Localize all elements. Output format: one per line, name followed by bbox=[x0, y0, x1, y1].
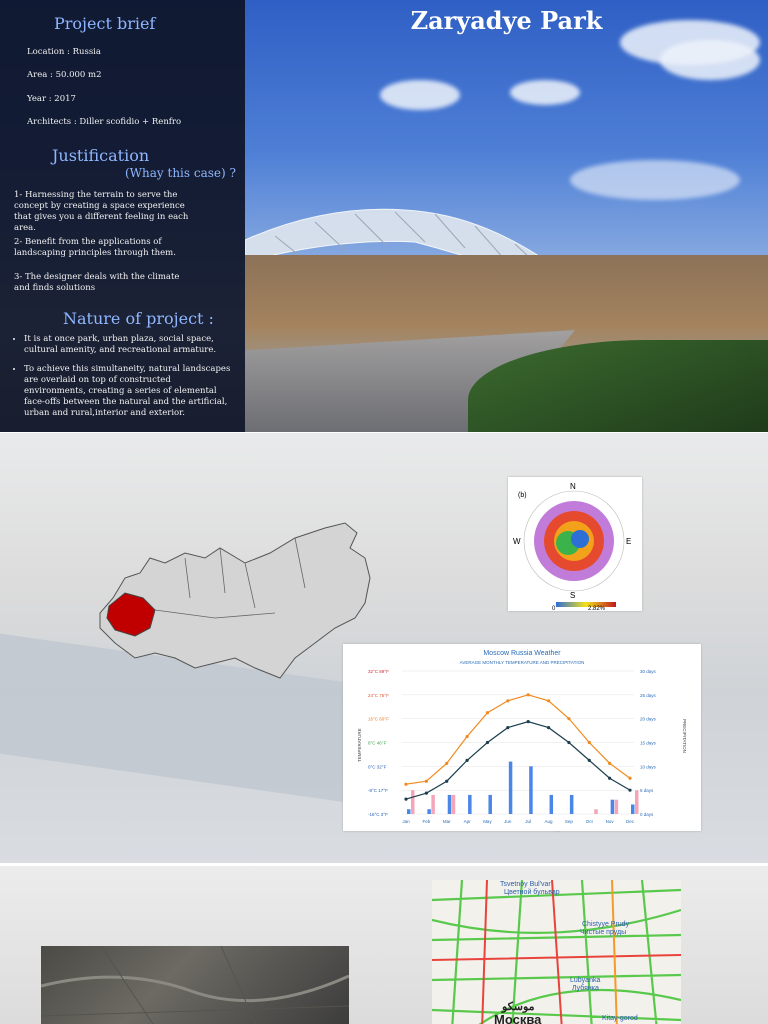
x-tick-label: Jul bbox=[525, 819, 532, 824]
x-tick-label: Oct bbox=[585, 819, 593, 824]
low-temp-line bbox=[406, 722, 630, 799]
map-city-label: Москва bbox=[494, 1012, 542, 1024]
snow-bar bbox=[594, 809, 598, 814]
y2-tick-label: 0 days bbox=[640, 812, 654, 817]
east-label: E bbox=[626, 537, 632, 546]
wind-rose-card bbox=[508, 477, 642, 611]
architects-text: Architects : Diller scofidio + Renfro bbox=[27, 117, 182, 127]
low-temp-line-point bbox=[506, 726, 509, 729]
precip-bar bbox=[570, 795, 574, 814]
precip-bar bbox=[509, 762, 513, 814]
justification-point: 2- Benefit from the applications of landscaping principles through them. bbox=[14, 237, 176, 258]
low-temp-line-point bbox=[628, 789, 631, 792]
high-temp-line-point bbox=[486, 711, 489, 714]
x-tick-label: Apr bbox=[463, 819, 471, 824]
precip-bar bbox=[448, 795, 452, 814]
high-temp-line-point bbox=[567, 717, 570, 720]
y2-tick-label: 30 days bbox=[640, 669, 656, 674]
cloud bbox=[510, 80, 580, 105]
y2-tick-label: 15 days bbox=[640, 740, 656, 746]
snow-bar bbox=[635, 790, 639, 814]
nature-point: • It is at once park, urban plaza, social space, cultural amenity, and recreational armature. bbox=[24, 334, 234, 356]
y-tick-label: 0°C 32°F bbox=[368, 764, 387, 770]
low-temp-line-point bbox=[486, 741, 489, 744]
south-label: S bbox=[570, 591, 576, 600]
chart-title: Moscow Russia Weather bbox=[483, 650, 561, 657]
low-temp-line-point bbox=[608, 777, 611, 780]
y-tick-label: 8°C 46°F bbox=[368, 740, 387, 746]
y2-tick-label: 10 days bbox=[640, 764, 656, 770]
high-temp-line-point bbox=[445, 762, 448, 765]
snow-bar bbox=[411, 790, 415, 814]
x-tick-label: May bbox=[483, 819, 492, 824]
low-temp-line-point bbox=[567, 741, 570, 744]
x-tick-label: Jan bbox=[402, 819, 410, 824]
nature-point: • To achieve this simultaneity, natural landscapes are overlaid on top of constructed environments, creating a series of elemental face-offs between the natural and the artificial, urban and rural,interior and exterior. bbox=[24, 364, 234, 419]
y2-axis-label: PRECIPITATION bbox=[682, 719, 687, 753]
weather-chart bbox=[343, 644, 701, 831]
high-temp-line-point bbox=[465, 735, 468, 738]
x-tick-label: Mar bbox=[442, 819, 451, 824]
west-label: W bbox=[513, 537, 521, 546]
y2-tick-label: 20 days bbox=[640, 716, 656, 722]
high-temp-line-point bbox=[588, 741, 591, 744]
brief-heading: Project brief bbox=[54, 14, 156, 33]
map-label: Kitay-gorod bbox=[602, 1015, 638, 1022]
precip-bar bbox=[631, 804, 635, 814]
climate-section bbox=[0, 433, 768, 863]
y-tick-label: 24°C 75°F bbox=[368, 692, 389, 698]
high-temp-line-point bbox=[628, 777, 631, 780]
scale-max: 2.82% bbox=[588, 606, 606, 611]
weather-chart-card bbox=[343, 644, 701, 831]
russia-map bbox=[95, 518, 380, 688]
y-tick-label: 16°C 60°F bbox=[368, 716, 389, 722]
high-temp-line-point bbox=[506, 699, 509, 702]
location-text: Location : Russia bbox=[27, 47, 101, 57]
y-tick-label: -16°C 3°F bbox=[368, 812, 388, 817]
precip-bar bbox=[529, 766, 533, 814]
precip-bar bbox=[427, 809, 431, 814]
justification-heading: Justification bbox=[52, 146, 150, 165]
y-axis-label: TEMPERATURE bbox=[357, 728, 362, 762]
x-tick-label: Sep bbox=[564, 819, 573, 824]
map-label: Chistyye Prudy bbox=[582, 921, 630, 928]
map-city-label: موسكو bbox=[502, 1001, 535, 1013]
brief-panel bbox=[0, 0, 245, 432]
y2-tick-label: 5 days bbox=[640, 788, 654, 794]
y2-tick-label: 25 days bbox=[640, 692, 656, 698]
x-tick-label: Aug bbox=[544, 819, 553, 824]
high-temp-line-point bbox=[404, 783, 407, 786]
map-label: Лубянка bbox=[572, 985, 599, 992]
low-temp-line-point bbox=[445, 780, 448, 783]
map-label: Цветной бульвар bbox=[504, 889, 560, 896]
justification-subheading: (Whay this case) ? bbox=[125, 166, 236, 180]
scale-min: 0 bbox=[552, 606, 556, 611]
high-temp-line-point bbox=[547, 699, 550, 702]
x-tick-label: Jun bbox=[504, 819, 512, 824]
precip-bar bbox=[550, 795, 554, 814]
nature-heading: Nature of project : bbox=[63, 309, 214, 328]
high-temp-line-point bbox=[425, 780, 428, 783]
y-tick-label: -8°C 17°F bbox=[368, 788, 388, 794]
low-temp-line-point bbox=[425, 792, 428, 795]
precip-bar bbox=[611, 800, 615, 814]
high-temp-line-point bbox=[608, 762, 611, 765]
chart-subtitle: AVERAGE MONTHLY TEMPERATURE AND PRECIPITATION bbox=[459, 660, 585, 665]
precip-bar bbox=[407, 809, 411, 814]
project-brief-section bbox=[0, 0, 768, 432]
low-temp-line-point bbox=[404, 798, 407, 801]
site-section bbox=[0, 866, 768, 1024]
wind-rose-label: (b) bbox=[518, 492, 527, 499]
cloud bbox=[660, 40, 760, 80]
north-label: N bbox=[570, 482, 576, 491]
snow-bar bbox=[431, 795, 435, 814]
cloud bbox=[570, 160, 740, 200]
snow-bar bbox=[615, 800, 619, 814]
map-label: Чистые пруды bbox=[580, 929, 627, 936]
street-map bbox=[432, 880, 681, 1024]
low-temp-line-point bbox=[527, 720, 530, 723]
low-temp-line-point bbox=[547, 726, 550, 729]
map-label: Lubyanka bbox=[570, 977, 601, 984]
x-tick-label: Feb bbox=[422, 819, 431, 824]
aerial-photo bbox=[41, 946, 349, 1024]
x-tick-label: Dec bbox=[625, 819, 635, 824]
snow-bar bbox=[452, 795, 456, 814]
precip-bar bbox=[468, 795, 472, 814]
y-tick-label: 32°C 89°F bbox=[368, 669, 389, 674]
precip-bar bbox=[488, 795, 492, 814]
high-temp-line bbox=[406, 695, 630, 784]
justification-point: 1- Harnessing the terrain to serve the concept by creating a space experience that gives you a different feeling in each area. bbox=[14, 190, 189, 233]
low-temp-line-point bbox=[465, 759, 468, 762]
wind-rose bbox=[508, 477, 642, 611]
area-text: Area : 50.000 m2 bbox=[27, 70, 102, 80]
year-text: Year : 2017 bbox=[27, 94, 76, 104]
low-temp-line-point bbox=[588, 759, 591, 762]
cloud bbox=[380, 80, 460, 110]
x-tick-label: Nov bbox=[605, 819, 614, 824]
high-temp-line-point bbox=[527, 693, 530, 696]
nature-list bbox=[12, 334, 234, 427]
page-title: Zaryadye Park bbox=[410, 6, 603, 35]
justification-point: 3- The designer deals with the climate and finds solutions bbox=[14, 272, 180, 293]
map-label: Tsvetnoy Bul'var bbox=[500, 881, 551, 888]
